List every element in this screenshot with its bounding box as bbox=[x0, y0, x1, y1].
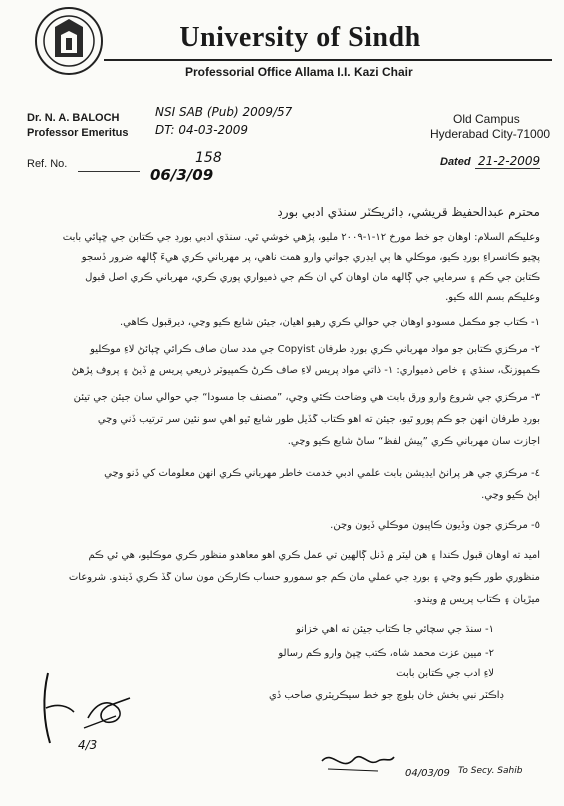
ref-underline bbox=[78, 171, 140, 172]
letter-line: وعليڪم السلام: اوهان جو خط مورخ ١٢-١-٢٠٠٩ مليو، پڙهي خوشي ٿي. سنڌي ادبي بورڊ جي ڪتابن جي ڇپائي بابت bbox=[62, 232, 540, 243]
letter-line: وعليڪم بسم الله ڪيو. bbox=[445, 292, 540, 303]
received-stamp-date: 06/3/09 bbox=[150, 166, 214, 184]
letter-line: ڪتابن جي ڪم ۽ سرمايي جي ڳالهه مان اوهان کي ان ڪم جي ذميواري پوري ڪري، مهرباني ڪري اصل قبول bbox=[85, 272, 540, 283]
dated-underline bbox=[475, 168, 540, 169]
letter-line: پڇيو ڪانسراءِ بورڊ ڪيو، موڪلي ها ٻي ايڊري جواني وارو همت ناهي، پر مهرباني ڪري هيءَ ڳالهه ضرور ڏسجو bbox=[81, 252, 540, 263]
letter-line: منظوري طور ڪيو وڃي ۽ بورڊ جي عملي مان ڪم جو سمورو حساب ڪارڪن مون سان گڏ ڪري ڏيندو. شروعات bbox=[68, 572, 540, 583]
signature-initials bbox=[38, 668, 148, 748]
letter-line: اپڻ ڪيو وڃي. bbox=[481, 490, 540, 501]
letter-line: ڪمپوزنگ، سنڌي ۽ خاص ذميواري: ١- ذاتي مواد پريس لاءِ صاف ڪرڻ ڪمپيوٽر ذريعي پريس ۾ ڏيڻ ۽ پروف پڙهڻ bbox=[71, 365, 540, 376]
dated-label: Dated bbox=[440, 156, 471, 168]
city-line: Hyderabad City-71000 bbox=[430, 127, 551, 141]
handwritten-ref-date: DT: 04-03-2009 bbox=[155, 123, 249, 137]
letter-line: ٥- مرڪزي جون وڏيون ڪاپيون موڪلي ڏيون وڃن. bbox=[330, 520, 540, 531]
sender-name: Dr. N. A. BALOCH bbox=[27, 112, 120, 124]
letter-line: ١- ڪتاب جو مڪمل مسودو اوهان جي حوالي ڪري رهيو آهيان، جيئن شايع ڪيو وڃي، ديرقبول ڪاهي. bbox=[119, 317, 540, 328]
letter-line: ٢- مرڪزي ڪتابن جو مواد مهرباني ڪري بورڊ طرفان Copyist جي مدد سان صاف ڪرائي ڇپائڻ لاءِ موڪليو bbox=[90, 344, 540, 355]
letter-line: ڊاڪٽر نبي بخش خان بلوچ جو خط سيڪريٽري صاحب ڏي bbox=[268, 690, 504, 701]
letter-line: اجازت سان مهرباني ڪري ”پيش لفظ“ ساڻ شايع ڪيو وڃي. bbox=[287, 436, 540, 447]
initials-date: 4/3 bbox=[78, 738, 98, 752]
dated-value: 21-2-2009 bbox=[478, 154, 541, 168]
received-stamp-number: 158 bbox=[195, 150, 222, 166]
university-logo bbox=[30, 5, 108, 77]
sender-title: Professor Emeritus bbox=[27, 127, 129, 139]
campus-line: Old Campus bbox=[453, 112, 520, 126]
letter-line: اميد ته اوهان قبول ڪندا ۽ هن ليٽر ۾ ڏنل ڳالهين تي عمل ڪري اهو معاهدو منظور ڪري موڪليو، هي ئي ڪم bbox=[88, 550, 540, 561]
ref-label: Ref. No. bbox=[27, 158, 68, 170]
bottom-date: 04/03/09 bbox=[405, 768, 450, 779]
signature-main bbox=[318, 745, 398, 777]
letter-line: لاءِ ادب جي ڪتابن بابت bbox=[396, 668, 494, 679]
letter-line: ٢- ميين عزت محمد شاه، ڪتب ڇپڻ وارو ڪم رسالو bbox=[278, 648, 494, 659]
letter-line: بورڊ طرفان انهن جو ڪم پورو ٿيو، جيئن ته اهو ڪتاب گڏيل طور شايع ٿيو آهي سو نئين سر ترتيب ڏني وڃي bbox=[97, 414, 540, 425]
handwritten-ref-number: NSI SAB (Pub) 2009/57 bbox=[155, 105, 293, 119]
letter-salutation: محترم عبدالحفيظ قريشي، ڊائريڪٽر سنڌي ادبي بورڊ bbox=[277, 205, 540, 219]
letter-line: ميڙيان ۽ ڪتاب پريس ۾ ويندو. bbox=[413, 594, 540, 605]
letter-line: ٣- مرڪزي جي شروع وارو ورق بابت هي وضاحت ڪئي وڃي، ”مصنف جا مسودا“ جي حوالي سان جيئن جي تيئن bbox=[73, 392, 540, 403]
letter-line: ٤- مرڪزي جي هر پرانڻ ايڊيشن بابت علمي ادبي خدمت خاطر مهرباني ڪري انهن معلومات کي ڏنو وڃي bbox=[104, 468, 540, 479]
university-name: University of Sindh bbox=[179, 22, 421, 53]
office-title: Professorial Office Allama I.I. Kazi Chair bbox=[185, 65, 413, 79]
bottom-note: To Secy. Sahib bbox=[458, 766, 523, 776]
header-divider bbox=[104, 59, 552, 61]
letter-line: ١- سنڌ جي سچائي جا ڪتاب جيئن ته اهي خزانو bbox=[296, 624, 494, 635]
